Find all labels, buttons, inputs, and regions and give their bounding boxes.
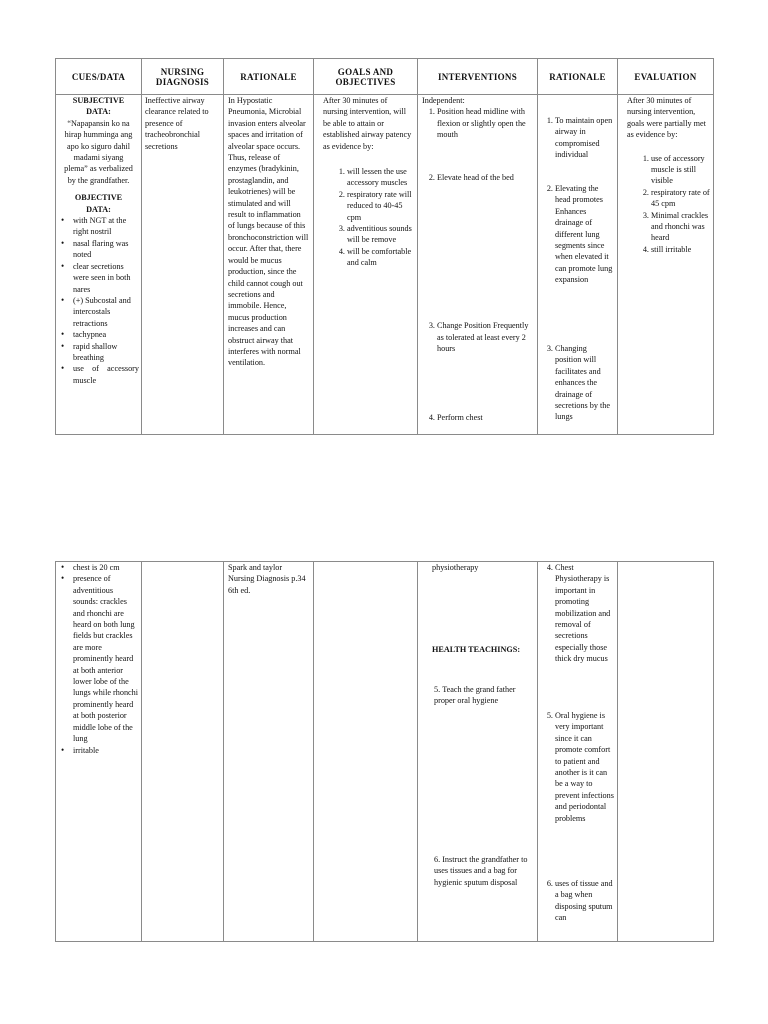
interventions-cell xyxy=(418,95,538,435)
care-plan-table-page2 xyxy=(55,561,714,942)
list-item: • use of accessory muscle xyxy=(73,363,139,386)
list-item: 2. respiratory rate of 45 cpm xyxy=(651,187,710,210)
list-item: 6. uses of tissue and a bag when disposing sputum can xyxy=(555,878,615,924)
rationale2-cell-continued xyxy=(538,562,618,942)
header-row xyxy=(56,59,714,95)
evaluation-cell xyxy=(618,95,714,435)
content-row xyxy=(56,95,714,435)
list-item: 4. Chest Physiotherapy is important in promoting mobilization and removal of secretions especially those thick dry mucus xyxy=(555,562,615,710)
list-item: • presence of adventitious sounds: crackles and rhonchi are heard on both lung fields but crackles are more prominently heard at both anterior lower lobe of the lungs while rhonchi prominently heard at both posterior middle lobe of the lung xyxy=(73,573,139,744)
interventions-label: Independent: xyxy=(422,96,465,105)
list-item: • nasal flaring was noted xyxy=(73,238,139,261)
list-item: • rapid shallow breathing xyxy=(73,341,139,364)
header-cues: CUES/DATA xyxy=(56,59,142,95)
cues-cell-continued xyxy=(56,562,142,942)
objective-title: OBJECTIVE DATA: xyxy=(74,193,123,214)
evaluation-cell-continued xyxy=(618,562,714,942)
cues-cell xyxy=(56,95,142,435)
list-item: 1. To maintain open airway in compromised individual xyxy=(555,115,615,183)
header-rationale-2: RATIONALE xyxy=(538,59,618,95)
rationale2-cell xyxy=(538,95,618,435)
health-teaching-text: Teach the grand father proper oral hygiene xyxy=(434,685,516,706)
list-item: 3. Minimal crackles and rhonchi was heard xyxy=(651,210,710,244)
list-item: • (+) Subcostal and intercostals retractions xyxy=(73,295,139,329)
goals-cell-continued xyxy=(314,562,418,942)
cues-list-continued xyxy=(58,562,139,756)
goals-list xyxy=(323,166,413,269)
list-item: • irritable xyxy=(73,745,139,756)
health-teachings-list xyxy=(432,684,533,888)
list-item: 1. Position head midline with flexion or slightly open the mouth xyxy=(437,106,533,172)
list-item: 4. Perform chest xyxy=(437,412,533,423)
objective-list xyxy=(58,215,139,386)
list-item: • clear secretions were seen in both nares xyxy=(73,261,139,295)
list-item: 2. respiratory rate will reduced to 40-45 cpm xyxy=(347,189,413,223)
rationale2-list-continued xyxy=(540,562,615,924)
list-item: 2. Elevate head of the bed xyxy=(437,172,533,320)
rationale-cell xyxy=(224,95,314,435)
list-item: • chest is 20 cm xyxy=(73,562,139,573)
list-item: 5. Oral hygiene is very important since it can promote comfort to patient and another is it can be a way to prevent infections and periodontal problems xyxy=(555,710,615,878)
content-row-continued xyxy=(56,562,714,942)
list-item xyxy=(434,854,533,888)
interventions-continued-text: physiotherapy xyxy=(432,563,479,572)
evaluation-intro: After 30 minutes of nursing intervention, goals were partially met as evidence by: xyxy=(627,96,706,140)
diagnosis-text: Ineffective airway clearance related to presence of tracheobronchial secretions xyxy=(145,96,209,151)
goals-intro: After 30 minutes of nursing intervention, will be able to attain or established airway patency as evidence by: xyxy=(323,96,412,151)
rationale-cell-continued xyxy=(224,562,314,942)
interventions-list xyxy=(422,106,533,423)
rationale2-list xyxy=(540,115,615,423)
list-item: 1. will lessen the use accessory muscles xyxy=(347,166,413,189)
list-item: 3. adventitious sounds will be remove xyxy=(347,223,413,246)
list-item: 4. still irritable xyxy=(651,244,710,255)
health-teaching-text: Instruct the grandfather to uses tissues and a bag for hygienic sputum disposal xyxy=(434,855,528,887)
list-item: • with NGT at the right nostril xyxy=(73,215,139,238)
header-goals: GOALS AND OBJECTIVES xyxy=(314,59,418,95)
list-item xyxy=(434,684,533,854)
rationale-reference: Spark and taylor Nursing Diagnosis p.34 6th ed. xyxy=(228,563,306,595)
header-interventions: INTERVENTIONS xyxy=(418,59,538,95)
header-diagnosis: NURSING DIAGNOSIS xyxy=(142,59,224,95)
subjective-title: SUBJECTIVE DATA: xyxy=(72,96,125,117)
diagnosis-cell xyxy=(142,95,224,435)
care-plan-table-page1 xyxy=(55,58,714,435)
rationale-text: In Hypostatic Pneumonia, Microbial invasion enters alveolar spaces and irritation of alveolar space occurs. Thus, release of enzymes (bradykinin, prostaglandin, and leukotrienes) will be stimulated and will result to inflammation of lungs because of this bronchoconstriction will occur. After that, there would be mucus production, since the child cannot cough out secretions and immobile. Hence, mucus production increases and can obstruct airway that interferes with normal ventilation. xyxy=(228,96,309,368)
header-rationale: RATIONALE xyxy=(224,59,314,95)
header-evaluation: EVALUATION xyxy=(618,59,714,95)
list-item: • tachypnea xyxy=(73,329,139,340)
list-item: 3. Change Position Frequently as tolerated at least every 2 hours xyxy=(437,320,533,412)
health-teachings-title: HEALTH TEACHINGS: xyxy=(432,645,521,654)
goals-cell xyxy=(314,95,418,435)
subjective-quote: “Napapansin ko na hirap humminga ang apo ko siguro dahil madami siyang plema” as verbalized by the grandfather. xyxy=(64,118,133,185)
list-item: 3. Changing position will facilitates and enhances the drainage of secretions by the lungs xyxy=(555,343,615,423)
list-item: 2. Elevating the head promotes Enhances drainage of different lung segments since when elevated it can promote lung expansion xyxy=(555,183,615,343)
interventions-cell-continued xyxy=(418,562,538,942)
list-item: 4. will be comfortable and calm xyxy=(347,246,413,269)
evaluation-list xyxy=(627,153,710,256)
list-item: 1. use of accessory muscle is still visible xyxy=(651,153,710,187)
diagnosis-cell-continued xyxy=(142,562,224,942)
